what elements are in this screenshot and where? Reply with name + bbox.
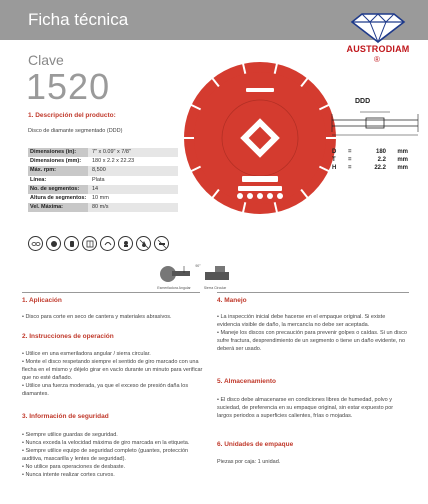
circular-saw-icon [203, 264, 231, 284]
instrucciones-text [22, 350, 206, 398]
dimension-list [332, 148, 412, 172]
saw-caption: Sierra Circular [203, 286, 227, 290]
spec-label: Vel. Máxima: [28, 203, 88, 212]
dimension-value: 22.2 [374, 165, 386, 171]
spec-value: Plata [92, 176, 105, 183]
manejo-line: • Maneje los discos con precaución para prevenir golpes o caídas. Si un disco sufre fractura, desprendimiento de un segmento o tiene un daño evidente, no deberá ser usado. [217, 330, 407, 352]
spec-label: Máx. rpm: [28, 166, 88, 175]
aplicacion-title: 1. Aplicación [22, 297, 62, 304]
aplicacion-line: • Disco para corte en seco de cantera y materiales abrasivos. [22, 314, 172, 320]
no-wet-cut-icon [136, 236, 151, 251]
seguridad-text [22, 431, 206, 479]
spec-label: Línea: [30, 176, 47, 183]
diamond-disc-image [180, 58, 340, 218]
empaque-text [217, 458, 409, 466]
dimension-key: T [332, 157, 336, 163]
dimension-key: H [332, 165, 337, 171]
dimension-row: H = 22.2 mm [332, 165, 408, 171]
spec-row [28, 148, 178, 157]
dimension-row: T = 2.2 mm [332, 157, 408, 163]
spec-table [28, 148, 178, 212]
eye-protection-icon [28, 236, 43, 251]
angle-label: 90° [195, 264, 201, 268]
spec-row [28, 194, 178, 203]
brand-logo [340, 10, 416, 68]
brand-name: AUSTRODIAM [346, 44, 410, 54]
spec-row [28, 185, 178, 194]
safety-pictograms [28, 236, 169, 251]
manejo-text [217, 313, 409, 353]
almacenamiento-text [217, 396, 409, 420]
section-divider [217, 292, 409, 293]
empaque-line: Piezas por caja: 1 unidad. [217, 459, 281, 465]
instrucciones-line: • Utilice en una esmeriladora angular / sierra circular. [22, 351, 151, 357]
blade-profile-diagram-icon [330, 108, 420, 138]
spec-row [28, 157, 178, 166]
instrucciones-line: • Utilice una fuerza moderada, ya que el exceso de presión daña los diamantes. [22, 383, 189, 397]
dimension-unit: mm [397, 149, 408, 155]
spec-row [28, 176, 178, 185]
dimension-unit: mm [397, 165, 408, 171]
seguridad-line: • Nunca intente realizar cortes curvos. [22, 472, 115, 478]
aplicacion-text [22, 313, 212, 321]
no-side-grinding-icon [154, 236, 169, 251]
section-divider [22, 292, 200, 293]
dust-mask-icon [118, 236, 133, 251]
spec-label: Dimensiones (in): [28, 148, 88, 157]
spec-value: 80 m/s [88, 203, 178, 212]
instrucciones-title: 2. Instrucciones de operación [22, 333, 114, 340]
almacenamiento-line: • El disco debe almacenarse en condiciones libres de humedad, polvo y suciedad, de preferencia en su empaque original, sin estar expuesto por largos periodos a superficies calientes, frías o mojadas. [217, 397, 394, 419]
dimension-value: 2.2 [377, 157, 386, 163]
dimension-value: 180 [375, 149, 386, 155]
seguridad-line: • Siempre utilice guardas de seguridad. [22, 432, 118, 438]
description-text: Disco de diamante segmentado (DDD) [28, 128, 123, 134]
seguridad-title: 3. Información de seguridad [22, 413, 109, 420]
instrucciones-line: • Monte el disco respetando siempre el sentido de giro marcado con una flecha en el mismo y déjelo girar en vacío durante un minuto para verificar que no esté dañado. [22, 359, 203, 381]
dimension-key: D [332, 149, 337, 155]
spec-row [28, 166, 178, 175]
diamond-logo-icon [340, 10, 416, 44]
spec-label: Altura de segmentos: [30, 194, 87, 201]
diamond-blade-icon [180, 58, 340, 218]
spec-label: No. de segmentos: [28, 185, 88, 194]
spec-value: 180 x 2.2 x 22.23 [92, 158, 135, 165]
grinder-caption: Esmeriladora Angular [157, 286, 191, 290]
seguridad-line: • No utilice para operaciones de desbaste. [22, 464, 126, 470]
seguridad-line: • Siempre utilice equipo de seguridad completo (guantes, protección auditiva, mascarilla y lentes de seguridad). [22, 448, 189, 462]
dimension-unit: mm [397, 157, 408, 163]
seguridad-line: • Nunca exceda la velocidad máxima de giro marcada en la etiqueta. [22, 440, 190, 446]
spec-value: 10 mm [92, 194, 109, 201]
ear-protection-icon [100, 236, 115, 251]
spec-value: 8,500 [88, 166, 178, 175]
registered-mark: ® [374, 55, 380, 64]
manejo-title: 4. Manejo [217, 297, 247, 304]
description-title: 1. Descripción del producto: [28, 112, 116, 119]
spec-row [28, 203, 178, 212]
read-manual-icon [82, 236, 97, 251]
spec-value: 7" x 0.09" x 7/8" [88, 148, 178, 157]
clave-number: 1520 [26, 66, 111, 107]
almacenamiento-title: 5. Almacenamiento [217, 378, 277, 385]
dimension-row: D = 180 mm [332, 149, 408, 155]
face-shield-icon [46, 236, 61, 251]
gloves-icon [64, 236, 79, 251]
spec-value: 14 [88, 185, 178, 194]
diagram-label: DDD [355, 98, 371, 105]
spec-label: Dimensiones (mm): [30, 158, 82, 165]
angle-grinder-icon [158, 262, 192, 284]
page-title: Ficha técnica [28, 10, 129, 29]
clave-label: Clave [28, 52, 64, 68]
manejo-line: • La inspección inicial debe hacerse en el empaque original. Si existe evidencia visible de daño, la mercancía no debe ser aceptada. [217, 314, 386, 328]
empaque-title: 6. Unidades de empaque [217, 441, 294, 448]
